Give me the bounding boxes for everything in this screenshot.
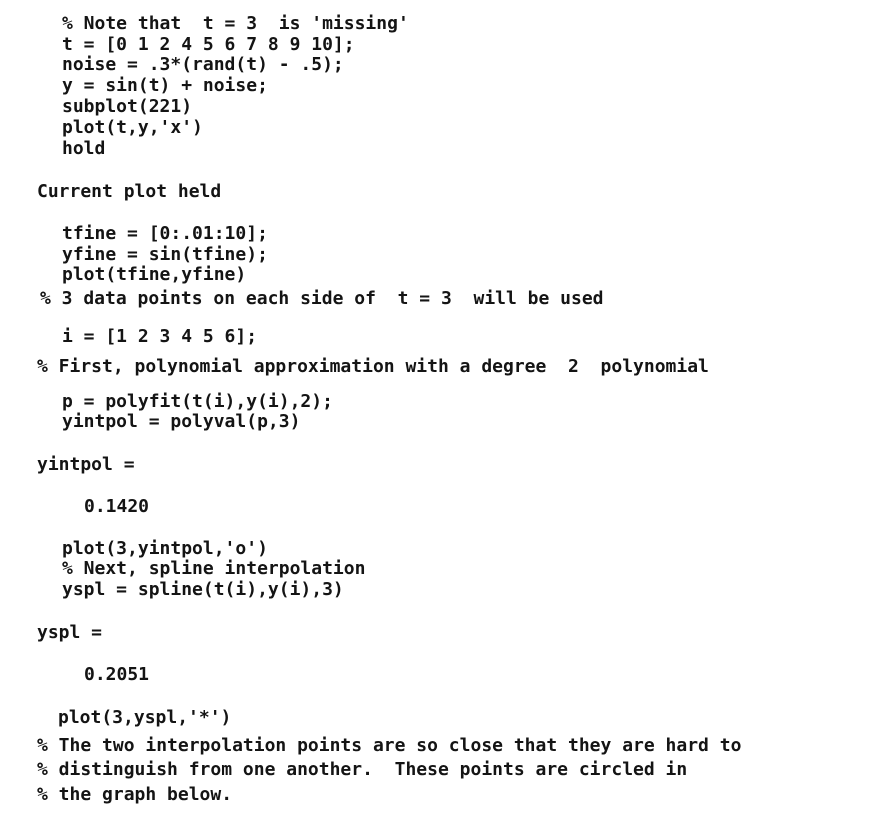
comment-line: % Note that t = 3 is 'missing' (62, 13, 409, 34)
comment-line: % First, polynomial approximation with a degree 2 polynomial (37, 356, 709, 377)
code-line: yintpol = polyval(p,3) (62, 411, 301, 432)
output-value: 0.2051 (84, 664, 150, 685)
code-line: t = [0 1 2 4 5 6 7 8 9 10]; (62, 34, 355, 55)
output-value: 0.1420 (84, 496, 150, 517)
code-line: yspl = spline(t(i),y(i),3) (62, 579, 344, 600)
output-label: yintpol = (37, 454, 135, 475)
comment-line: % The two interpolation points are so close that they are hard to (37, 735, 742, 756)
code-line: plot(3,yintpol,'o') (62, 538, 268, 559)
code-line: y = sin(t) + noise; (62, 75, 268, 96)
code-line: plot(3,yspl,'*') (58, 707, 232, 728)
code-line: i = [1 2 3 4 5 6]; (62, 326, 258, 347)
comment-line: % Next, spline interpolation (62, 558, 366, 579)
comment-line: % the graph below. (37, 784, 233, 805)
code-line: noise = .3*(rand(t) - .5); (62, 54, 344, 75)
code-line: subplot(221) (62, 96, 193, 117)
code-line: tfine = [0:.01:10]; (62, 223, 268, 244)
output-label: yspl = (37, 622, 103, 643)
output-line: Current plot held (37, 181, 222, 202)
comment-line: % 3 data points on each side of t = 3 will be used (40, 288, 604, 309)
code-line: yfine = sin(tfine); (62, 244, 268, 265)
code-line: p = polyfit(t(i),y(i),2); (62, 391, 333, 412)
code-line: plot(t,y,'x') (62, 117, 203, 138)
code-line: hold (62, 138, 106, 159)
code-line: plot(tfine,yfine) (62, 264, 247, 285)
comment-line: % distinguish from one another. These points are circled in (37, 759, 688, 780)
